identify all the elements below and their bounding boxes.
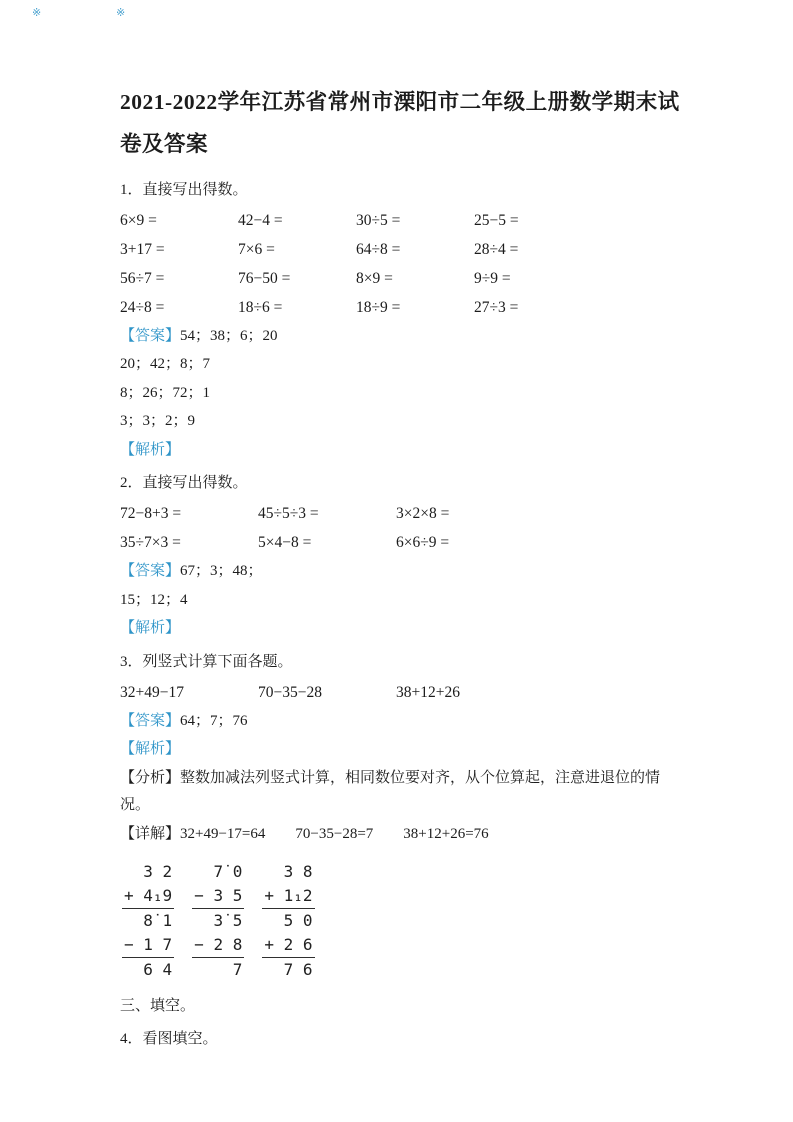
q1-answers-row-1: 54；38；6；20 xyxy=(180,327,278,344)
q1-expression-grid xyxy=(120,206,683,322)
answer-label: 【答案】 xyxy=(120,563,181,580)
math-expression: 30÷5 = xyxy=(356,211,401,229)
vertical-calc-3 xyxy=(262,860,314,982)
q1-answers-row-2: 20；42；8；7 xyxy=(120,356,211,373)
calc-line: 5 0 xyxy=(283,911,313,931)
document-title xyxy=(120,82,683,166)
math-expression: 24÷8 = xyxy=(120,298,165,316)
math-expression: 28÷4 = xyxy=(474,240,519,258)
q3-answer-line xyxy=(120,708,683,736)
q2-expression-grid xyxy=(120,499,683,557)
q2-prompt: 2．直接写出得数。 xyxy=(120,475,248,492)
q1-answers-row-4: 3；3；2；9 xyxy=(120,413,196,430)
math-expression: 18÷6 = xyxy=(238,298,283,316)
calc-line: 7 6 xyxy=(283,960,313,980)
analysis-label: 【解析】 xyxy=(120,620,181,637)
calc-line: + 4₁9 xyxy=(122,884,174,909)
q3-answer-text: 64；7；76 xyxy=(180,712,248,729)
q3-analysis-line xyxy=(120,736,683,764)
math-expression: 6×6÷9 = xyxy=(396,534,450,552)
q3-fenxi-line xyxy=(120,765,683,820)
math-expression: 38+12+26 xyxy=(396,683,460,701)
analysis-label: 【解析】 xyxy=(120,441,181,458)
q1-answers-row-3: 8；26；72；1 xyxy=(120,384,211,401)
q3-xiangjie-text: 32+49−17=64 70−35−28=7 38+12+26=76 xyxy=(180,825,489,842)
math-expression: 9÷9 = xyxy=(474,269,511,287)
calc-line: 3̇ 5 xyxy=(213,911,243,931)
calc-line: + 1₁2 xyxy=(262,884,314,909)
answer-label: 【答案】 xyxy=(120,327,181,344)
q1-answer-line-1 xyxy=(120,323,683,351)
calc-line: 7 xyxy=(232,960,243,980)
calc-line: 3 8 xyxy=(283,862,313,882)
title-line-2: 卷及答案 xyxy=(120,131,209,156)
q2-answers-row-1: 67；3；48； xyxy=(180,563,263,580)
vertical-calc-2 xyxy=(192,860,244,982)
math-expression: 5×4−8 = xyxy=(258,534,312,552)
title-line-1: 2021-2022学年江苏省常州市溧阳市二年级上册数学期末试 xyxy=(120,90,680,114)
q1-analysis-line xyxy=(120,437,683,465)
math-expression: 25−5 = xyxy=(474,211,519,229)
calc-line: 3 2 xyxy=(143,862,173,882)
fenxi-label: 【分析】 xyxy=(120,769,181,786)
q2-analysis-line xyxy=(120,615,683,643)
math-expression: 56÷7 = xyxy=(120,269,165,287)
math-expression: 64÷8 = xyxy=(356,240,401,258)
calc-line: + 2 6 xyxy=(262,933,314,958)
math-expression: 35÷7×3 = xyxy=(120,534,181,552)
calc-line: 7̇ 0 xyxy=(213,862,243,882)
scan-watermark-left: ※ xyxy=(32,7,42,19)
q2-answers-row-2: 15；12；4 xyxy=(120,591,188,608)
vertical-calc-1 xyxy=(122,860,174,982)
q3-prompt: 3．列竖式计算下面各题。 xyxy=(120,653,293,670)
q4-prompt: 4．看图填空。 xyxy=(120,1031,218,1048)
math-expression: 3×2×8 = xyxy=(396,505,450,523)
math-expression: 42−4 = xyxy=(238,211,283,229)
q1-prompt: 1．直接写出得数。 xyxy=(120,181,248,198)
answer-label: 【答案】 xyxy=(120,712,181,729)
math-expression: 18÷9 = xyxy=(356,298,401,316)
analysis-label: 【解析】 xyxy=(120,741,181,758)
math-expression: 72−8+3 = xyxy=(120,505,182,523)
calc-line: 6 4 xyxy=(143,960,173,980)
q3-expression-grid xyxy=(120,678,683,707)
math-expression: 8×9 = xyxy=(356,269,393,287)
math-expression: 45÷5÷3 = xyxy=(258,505,319,523)
math-expression: 3+17 = xyxy=(120,240,165,258)
calc-line: − 1 7 xyxy=(122,933,174,958)
section-3-header: 三、填空。 xyxy=(120,998,196,1015)
math-expression: 76−50 = xyxy=(238,269,291,287)
q3-xiangjie-line xyxy=(120,821,683,849)
xiangjie-label: 【详解】 xyxy=(120,825,181,842)
scan-watermark-right: ※ xyxy=(116,7,126,19)
math-expression: 6×9 = xyxy=(120,211,157,229)
calc-line: − 2 8 xyxy=(192,933,244,958)
calc-line: − 3 5 xyxy=(192,884,244,909)
vertical-calculations xyxy=(122,860,683,982)
math-expression: 7×6 = xyxy=(238,240,275,258)
math-expression: 27÷3 = xyxy=(474,298,519,316)
math-expression: 32+49−17 xyxy=(120,683,184,701)
calc-line: 8̇ 1 xyxy=(143,911,173,931)
math-expression: 70−35−28 xyxy=(258,683,322,701)
q3-fenxi-text: 整数加减法列竖式计算，相同数位要对齐，从个位算起，注意进退位的情况。 xyxy=(120,769,661,814)
q2-answer-line-1 xyxy=(120,558,683,586)
